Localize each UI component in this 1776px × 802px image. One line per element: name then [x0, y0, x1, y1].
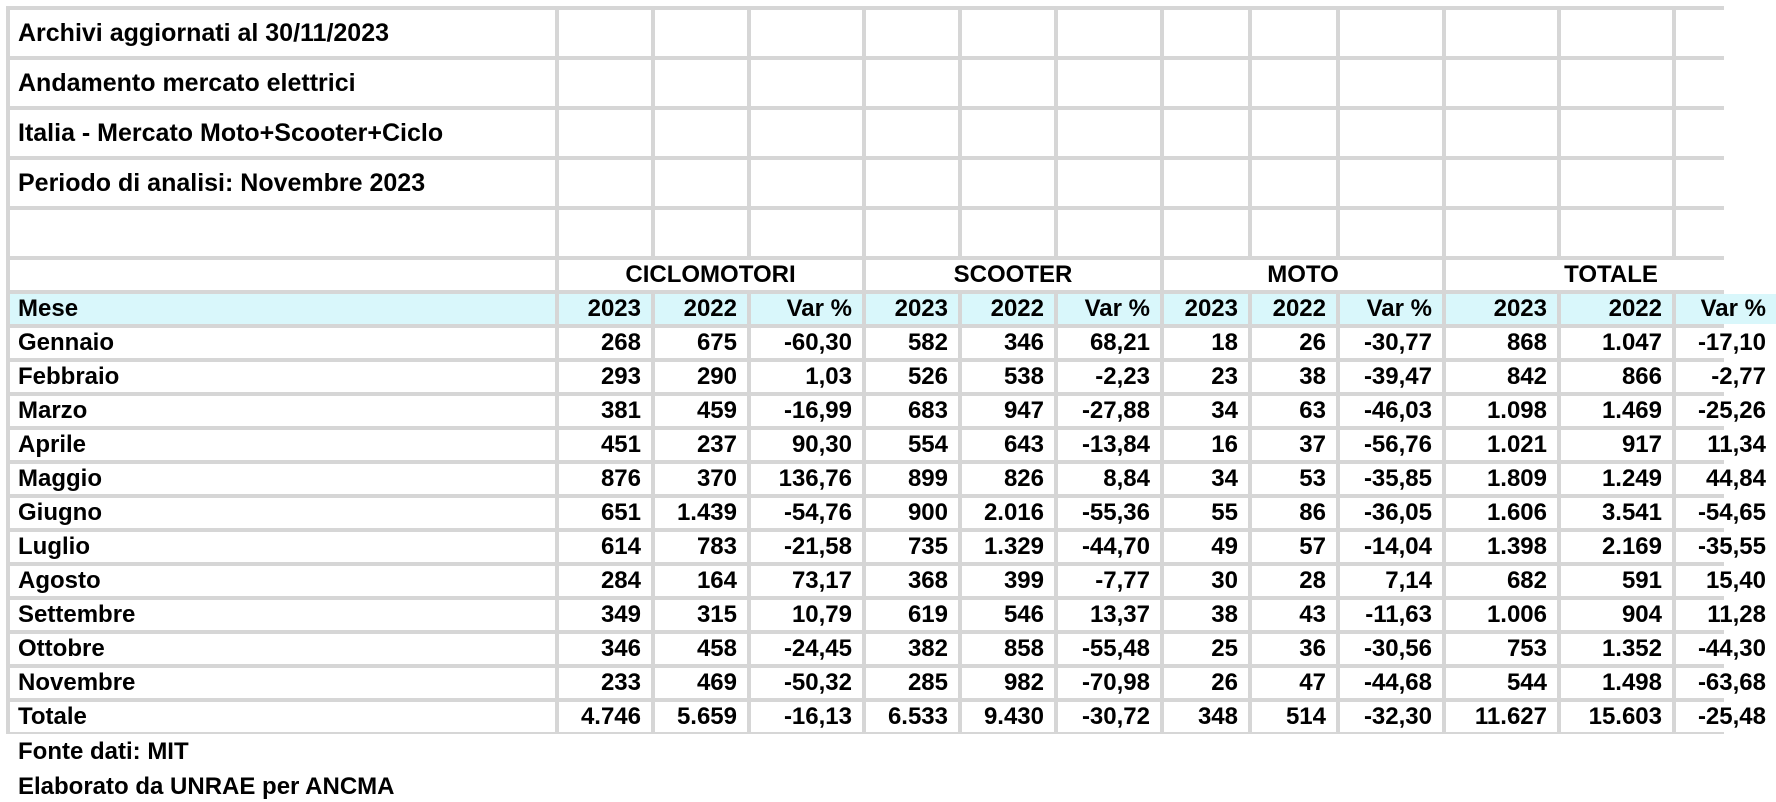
table-cell: -11,63	[1340, 600, 1442, 630]
blank-cell	[962, 210, 1054, 256]
table-cell: -2,77	[1676, 362, 1776, 392]
table-cell: -39,47	[1340, 362, 1442, 392]
table-cell: 53	[1252, 464, 1336, 494]
table-cell: -16,13	[751, 702, 862, 732]
table-cell: 1.498	[1561, 668, 1672, 698]
table-cell: 349	[559, 600, 651, 630]
table-cell: -55,36	[1058, 498, 1160, 528]
blank-cell	[1252, 10, 1336, 56]
table-cell: 43	[1252, 600, 1336, 630]
table-cell: 11,34	[1676, 430, 1776, 460]
table-cell: -54,76	[751, 498, 862, 528]
blank-cell	[1252, 160, 1336, 206]
table-cell: -56,76	[1340, 430, 1442, 460]
table-cell: 346	[559, 634, 651, 664]
table-cell: 73,17	[751, 566, 862, 596]
table-cell: 2.016	[962, 498, 1054, 528]
blank-cell	[866, 160, 958, 206]
blank-cell	[1340, 210, 1442, 256]
table-cell: 293	[559, 362, 651, 392]
table-cell: 1.606	[1446, 498, 1557, 528]
blank-cell	[1164, 110, 1248, 156]
table-cell: 285	[866, 668, 958, 698]
blank-cell	[866, 10, 958, 56]
table-cell: 1,03	[751, 362, 862, 392]
table-cell: -46,03	[1340, 396, 1442, 426]
footer-line: Fonte dati: MIT	[10, 736, 1776, 768]
table-cell: 10,79	[751, 600, 862, 630]
row-label: Aprile	[10, 430, 555, 460]
header-line: Archivi aggiornati al 30/11/2023	[10, 10, 555, 56]
blank-cell	[1561, 10, 1672, 56]
blank-cell	[1252, 210, 1336, 256]
blank-cell	[1058, 60, 1160, 106]
blank-cell	[1676, 160, 1776, 206]
table-cell: 459	[655, 396, 747, 426]
table-cell: 947	[962, 396, 1054, 426]
table-cell: 164	[655, 566, 747, 596]
blank-cell	[1676, 10, 1776, 56]
row-label: Totale	[10, 702, 555, 732]
table-cell: -25,48	[1676, 702, 1776, 732]
blank-cell	[962, 110, 1054, 156]
blank-cell	[655, 210, 747, 256]
blank-cell	[1058, 10, 1160, 56]
blank-cell	[1446, 110, 1557, 156]
table-cell: 866	[1561, 362, 1672, 392]
table-cell: -36,05	[1340, 498, 1442, 528]
table-cell: -14,04	[1340, 532, 1442, 562]
table-cell: -44,30	[1676, 634, 1776, 664]
table-cell: 34	[1164, 464, 1248, 494]
blank-cell	[1340, 60, 1442, 106]
column-header: 2022	[1252, 294, 1336, 324]
table-cell: 57	[1252, 532, 1336, 562]
table-cell: -63,68	[1676, 668, 1776, 698]
table-cell: -2,23	[1058, 362, 1160, 392]
table-cell: 2.169	[1561, 532, 1672, 562]
table-cell: 15,40	[1676, 566, 1776, 596]
blank-cell	[1561, 60, 1672, 106]
table-cell: 237	[655, 430, 747, 460]
table-cell: 233	[559, 668, 651, 698]
table-cell: 49	[1164, 532, 1248, 562]
blank-cell	[1058, 210, 1160, 256]
blank-cell	[1058, 110, 1160, 156]
column-header: 2022	[962, 294, 1054, 324]
table-cell: 526	[866, 362, 958, 392]
table-cell: 876	[559, 464, 651, 494]
row-label: Gennaio	[10, 328, 555, 358]
table-cell: 1.469	[1561, 396, 1672, 426]
table-cell: 38	[1252, 362, 1336, 392]
blank-cell	[655, 60, 747, 106]
blank-cell	[1340, 160, 1442, 206]
group-header: CICLOMOTORI	[559, 260, 862, 290]
table-cell: 86	[1252, 498, 1336, 528]
blank-cell	[1446, 160, 1557, 206]
table-cell: -21,58	[751, 532, 862, 562]
table-cell: 6.533	[866, 702, 958, 732]
table-cell: 5.659	[655, 702, 747, 732]
table-cell: 619	[866, 600, 958, 630]
data-table	[6, 6, 1766, 800]
blank-cell	[1561, 110, 1672, 156]
table-cell: 1.006	[1446, 600, 1557, 630]
table-cell: 36	[1252, 634, 1336, 664]
table-cell: -27,88	[1058, 396, 1160, 426]
table-cell: 9.430	[962, 702, 1054, 732]
table-cell: 37	[1252, 430, 1336, 460]
blank-cell	[1252, 110, 1336, 156]
table-cell: 899	[866, 464, 958, 494]
table-cell: 315	[655, 600, 747, 630]
table-cell: 381	[559, 396, 651, 426]
group-header: MOTO	[1164, 260, 1442, 290]
table-cell: -44,68	[1340, 668, 1442, 698]
blank-cell	[559, 110, 651, 156]
table-cell: 675	[655, 328, 747, 358]
table-cell: -54,65	[1676, 498, 1776, 528]
table-cell: 1.021	[1446, 430, 1557, 460]
table-cell: -13,84	[1058, 430, 1160, 460]
table-cell: 4.746	[559, 702, 651, 732]
row-label: Febbraio	[10, 362, 555, 392]
table-cell: 290	[655, 362, 747, 392]
blank-cell	[655, 10, 747, 56]
table-cell: -30,72	[1058, 702, 1160, 732]
column-header-month: Mese	[10, 294, 555, 324]
table-cell: -44,70	[1058, 532, 1160, 562]
table-cell: 25	[1164, 634, 1248, 664]
table-cell: 13,37	[1058, 600, 1160, 630]
table-cell: 1.329	[962, 532, 1054, 562]
table-cell: 682	[1446, 566, 1557, 596]
column-header: 2023	[559, 294, 651, 324]
table-cell: 268	[559, 328, 651, 358]
table-cell: 1.809	[1446, 464, 1557, 494]
table-cell: 591	[1561, 566, 1672, 596]
blank-cell	[559, 10, 651, 56]
table-cell: -24,45	[751, 634, 862, 664]
table-cell: 284	[559, 566, 651, 596]
table-cell: 469	[655, 668, 747, 698]
table-cell: -7,77	[1058, 566, 1160, 596]
table-cell: 868	[1446, 328, 1557, 358]
blank-cell	[1446, 60, 1557, 106]
blank-cell	[1676, 210, 1776, 256]
table-cell: 90,30	[751, 430, 862, 460]
blank-cell	[751, 10, 862, 56]
table-cell: 34	[1164, 396, 1248, 426]
table-cell: 900	[866, 498, 958, 528]
table-cell: 1.249	[1561, 464, 1672, 494]
blank-cell	[655, 110, 747, 156]
table-cell: -25,26	[1676, 396, 1776, 426]
table-cell: -50,32	[751, 668, 862, 698]
table-cell: -60,30	[751, 328, 862, 358]
blank-cell	[962, 160, 1054, 206]
table-cell: 8,84	[1058, 464, 1160, 494]
table-cell: 514	[1252, 702, 1336, 732]
column-header: Var %	[1058, 294, 1160, 324]
table-cell: 538	[962, 362, 1054, 392]
table-cell: 47	[1252, 668, 1336, 698]
blank-cell	[10, 210, 555, 256]
blank-cell	[1164, 160, 1248, 206]
header-line: Andamento mercato elettrici	[10, 60, 555, 106]
table-cell: 643	[962, 430, 1054, 460]
blank-cell	[1340, 10, 1442, 56]
column-header: Var %	[1676, 294, 1776, 324]
header-line: Periodo di analisi: Novembre 2023	[10, 160, 555, 206]
table-cell: 399	[962, 566, 1054, 596]
table-cell: -16,99	[751, 396, 862, 426]
table-cell: 44,84	[1676, 464, 1776, 494]
row-label: Novembre	[10, 668, 555, 698]
row-label: Settembre	[10, 600, 555, 630]
table-cell: -70,98	[1058, 668, 1160, 698]
blank-cell	[866, 60, 958, 106]
table-cell: 136,76	[751, 464, 862, 494]
row-label: Ottobre	[10, 634, 555, 664]
blank-cell	[655, 160, 747, 206]
table-cell: 614	[559, 532, 651, 562]
table-cell: 582	[866, 328, 958, 358]
column-header: 2022	[1561, 294, 1672, 324]
table-cell: -35,85	[1340, 464, 1442, 494]
header-line: Italia - Mercato Moto+Scooter+Ciclo	[10, 110, 555, 156]
table-cell: 735	[866, 532, 958, 562]
blank-cell	[559, 160, 651, 206]
table-cell: 1.098	[1446, 396, 1557, 426]
group-header: TOTALE	[1446, 260, 1776, 290]
footer-line: Elaborato da UNRAE per ANCMA	[10, 772, 1776, 802]
blank-cell	[751, 210, 862, 256]
table-cell: 15.603	[1561, 702, 1672, 732]
table-cell: -30,77	[1340, 328, 1442, 358]
blank-cell	[1676, 60, 1776, 106]
blank-cell	[1164, 60, 1248, 106]
table-cell: 842	[1446, 362, 1557, 392]
table-cell: 554	[866, 430, 958, 460]
table-cell: 26	[1164, 668, 1248, 698]
table-cell: 346	[962, 328, 1054, 358]
table-cell: 3.541	[1561, 498, 1672, 528]
table-cell: 1.439	[655, 498, 747, 528]
blank-cell	[559, 210, 651, 256]
column-header: Var %	[1340, 294, 1442, 324]
table-cell: 683	[866, 396, 958, 426]
table-cell: 63	[1252, 396, 1336, 426]
blank-cell	[1676, 110, 1776, 156]
blank-cell	[1561, 210, 1672, 256]
table-cell: -32,30	[1340, 702, 1442, 732]
column-header: 2023	[866, 294, 958, 324]
blank-cell	[1340, 110, 1442, 156]
table-cell: 451	[559, 430, 651, 460]
table-cell: 982	[962, 668, 1054, 698]
blank-cell	[1164, 10, 1248, 56]
table-cell: 18	[1164, 328, 1248, 358]
table-cell: 28	[1252, 566, 1336, 596]
column-header: 2023	[1164, 294, 1248, 324]
blank-cell	[751, 160, 862, 206]
table-cell: 783	[655, 532, 747, 562]
table-cell: -17,10	[1676, 328, 1776, 358]
blank-cell	[962, 10, 1054, 56]
blank-cell	[1561, 160, 1672, 206]
blank-cell	[751, 110, 862, 156]
row-label: Agosto	[10, 566, 555, 596]
table-cell: 55	[1164, 498, 1248, 528]
table-cell: -55,48	[1058, 634, 1160, 664]
table-cell: 23	[1164, 362, 1248, 392]
column-header: 2022	[655, 294, 747, 324]
table-cell: 858	[962, 634, 1054, 664]
table-cell: 348	[1164, 702, 1248, 732]
table-cell: 904	[1561, 600, 1672, 630]
table-cell: 16	[1164, 430, 1248, 460]
table-cell: 651	[559, 498, 651, 528]
table-cell: 26	[1252, 328, 1336, 358]
blank-cell	[1446, 10, 1557, 56]
blank-cell	[10, 260, 555, 290]
table-cell: 368	[866, 566, 958, 596]
table-cell: -35,55	[1676, 532, 1776, 562]
table-cell: 544	[1446, 668, 1557, 698]
table-cell: 1.352	[1561, 634, 1672, 664]
blank-cell	[1252, 60, 1336, 106]
blank-cell	[559, 60, 651, 106]
table-cell: 458	[655, 634, 747, 664]
group-header: SCOOTER	[866, 260, 1160, 290]
table-cell: 826	[962, 464, 1054, 494]
row-label: Maggio	[10, 464, 555, 494]
blank-cell	[962, 60, 1054, 106]
blank-cell	[1446, 210, 1557, 256]
table-cell: 753	[1446, 634, 1557, 664]
row-label: Marzo	[10, 396, 555, 426]
row-label: Luglio	[10, 532, 555, 562]
table-cell: 38	[1164, 600, 1248, 630]
table-cell: 7,14	[1340, 566, 1442, 596]
row-label: Giugno	[10, 498, 555, 528]
table-cell: 68,21	[1058, 328, 1160, 358]
table-cell: 1.047	[1561, 328, 1672, 358]
column-header: 2023	[1446, 294, 1557, 324]
column-header: Var %	[751, 294, 862, 324]
blank-cell	[1164, 210, 1248, 256]
table-cell: 382	[866, 634, 958, 664]
table-cell: 30	[1164, 566, 1248, 596]
table-cell: 370	[655, 464, 747, 494]
blank-cell	[866, 110, 958, 156]
table-cell: 917	[1561, 430, 1672, 460]
table-cell: 11,28	[1676, 600, 1776, 630]
table-cell: 546	[962, 600, 1054, 630]
blank-cell	[751, 60, 862, 106]
table-cell: -30,56	[1340, 634, 1442, 664]
blank-cell	[866, 210, 958, 256]
table-cell: 11.627	[1446, 702, 1557, 732]
table-cell: 1.398	[1446, 532, 1557, 562]
blank-cell	[1058, 160, 1160, 206]
